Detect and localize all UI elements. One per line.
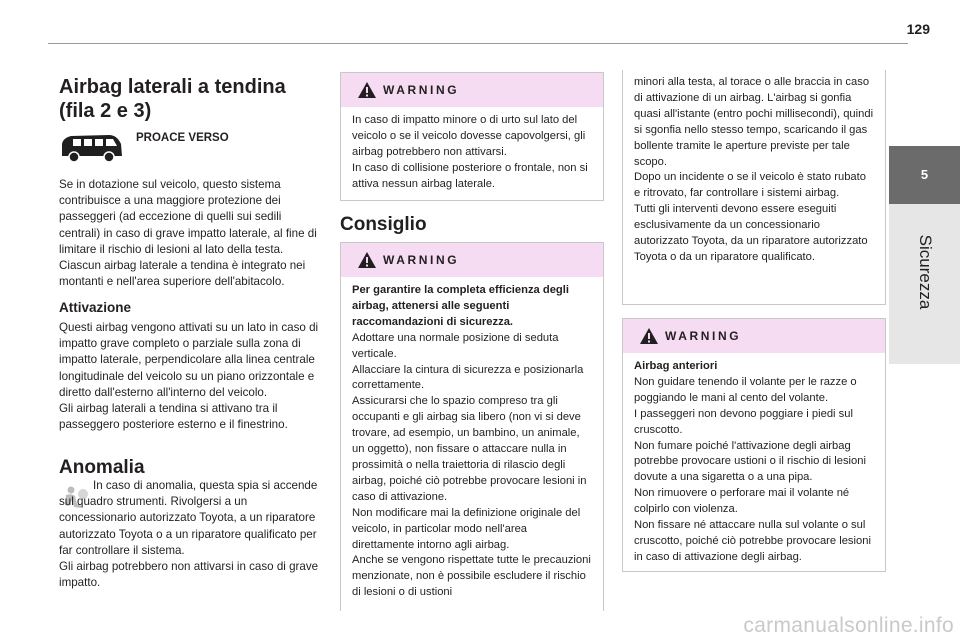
chapter-tab-label[interactable] [889,204,960,364]
watermark: carmanualsonline.info [743,614,954,637]
warning-box-3-item: I passeggeri non devono poggiare i piedi sul cruscotto. [634,407,853,436]
warning-box-2-header [341,243,603,277]
warning-box-3-item: Non fumare poiché l'attivazione degli airbag potrebbe provocare ustioni o il rischio di lesioni dovute a una sigaretta o a una pipa. [634,439,866,484]
activation-text [59,320,321,433]
advice-heading: Consiglio [340,214,427,235]
intro-text: Se in dotazione sul veicolo, questo sistema contribuisce a una maggiore protezione dei passeggeri (ad eccezione di quelli sui sedili centrali) in caso di grave impatto laterale, al fine di limitare il rischio di lesioni al lato della testa. Ciascun airbag laterale a tendina è integrato nei montanti e nell'area superiore dell'abitacolo. [59,178,317,289]
warning-box-3-title: Airbag anteriori [634,360,718,372]
warning-box-3-body [623,353,885,574]
warning-box-2-item: Assicurarsi che lo spazio compreso tra gli occupanti e gli airbag sia libero (non vi si deve trovare, ad esempio, un bambino, un animale, un oggetto), non fissare o attaccare nulla in prossimità o nella traiettoria di rilascio degli airbag, poiché ciò potrebbe provocare lesioni in caso di attivazione. [352,395,587,503]
section-title-line1: Airbag laterali a tendina [59,76,286,98]
anomaly-paragraph-2: Gli airbag potrebbero non attivarsi in caso di grave impatto. [59,560,319,590]
warning-box-3-header [623,319,885,353]
warning-box-1-header [341,73,603,107]
continued-paragraph: Tutti gli interventi devono essere eseguiti esclusivamente da un concessionario autorizzato Toyota, da un riparatore autorizzato Toyota o da un riparatore qualificato. [634,203,868,263]
warning-box-1 [340,72,604,201]
chapter-tab-number[interactable]: 5 [889,146,960,204]
warning-box-2-item: Non modificare mai la definizione originale del veicolo, in particolar modo nell'area direttamente intorno agli airbag. [352,506,581,551]
anomaly-paragraph-1: In caso di anomalia, questa spia si accende sul quadro strumenti. Rivolgersi a un concessionario autorizzato Toyota, a un riparatore autorizzato Toyota o a un riparatore qualificato per far controllare il sistema. [59,479,318,557]
continued-paragraph: Dopo un incidente o se il veicolo è stato rubato e ritrovato, far controllare i sistemi airbag. [634,171,866,200]
activation-paragraph-1: Questi airbag vengono attivati su un lato in caso di impatto grave completo o parziale sulla zona di impatto laterale, perpendicolare alla linea centrale longitudinale del veicolo su un piano orizzontale e diretto dall'esterno all'interno del veicolo. [59,321,319,399]
warning-box-2-continued-body [623,70,885,274]
continued-paragraph: minori alla testa, al torace o alle braccia in caso di attivazione di un airbag. L'airbag si gonfia quasi all'istante (entro pochi millisecondi), quindi si sgonfia nello stesso tempo, scaricando il gas bollente tramite le aperture previste per tale scopo. [634,76,874,168]
warning-triangle-icon [639,327,659,345]
activation-heading: Attivazione [59,300,132,315]
warning-box-2-body [341,277,603,609]
van-icon [59,130,125,164]
warning-box-3 [622,318,886,572]
warning-box-2-label: WARNING [383,253,460,267]
section-title [59,75,321,123]
warning-box-3-item: Non fissare né attaccare nulla sul volante o sul cruscotto, poiché ciò potrebbe provocare lesioni in caso di attivazione degli airbag. [634,519,871,563]
activation-paragraph-2: Gli airbag laterali a tendina si attivano tra il passeggero posteriore esterno e il finestrino. [59,402,288,432]
warning-triangle-icon [357,81,377,99]
warning-box-2-item: Allacciare la cintura di sicurezza e posizionarla correttamente. [352,363,584,392]
warning-box-2-item: Anche se vengono rispettate tutte le precauzioni menzionate, non è possibile escludere il rischio di lesioni o di ustioni [352,554,591,599]
warning-box-2-continued [622,70,886,305]
warning-box-1-label: WARNING [383,83,460,97]
chapter-tab-label-text: Sicurezza [915,234,935,310]
left-column [59,75,321,123]
anomaly-heading: Anomalia [59,457,145,478]
vehicle-label: PROACE VERSO [136,132,229,144]
page-number: 129 [906,21,930,37]
anomaly-text [59,478,321,591]
header-divider [48,43,908,44]
warning-box-1-body [341,107,603,201]
warning-box-3-label: WARNING [665,329,742,343]
warning-triangle-icon [357,251,377,269]
warning-box-3-item: Non rimuovere o perforare mai il volante né colpirlo con violenza. [634,487,850,516]
warning-box-1-paragraph-2: In caso di collisione posteriore o frontale, non si attiva nessun airbag laterale. [352,161,588,190]
warning-box-2-bold-intro: Per garantire la completa efficienza degli airbag, attenersi alle seguenti raccomandazioni di sicurezza. [352,284,569,328]
warning-box-3-item: Non guidare tenendo il volante per le razze o poggiando le mani al cento del volante. [634,375,857,404]
section-title-line2: (fila 2 e 3) [59,100,152,122]
warning-box-2-item: Adottare una normale posizione di seduta verticale. [352,331,559,360]
warning-box-1-paragraph-1: In caso di impatto minore o di urto sul lato del veicolo o se il veicolo dovesse capovolgersi, gli airbag potrebbero non attivarsi. [352,114,586,158]
warning-box-2 [340,242,604,611]
